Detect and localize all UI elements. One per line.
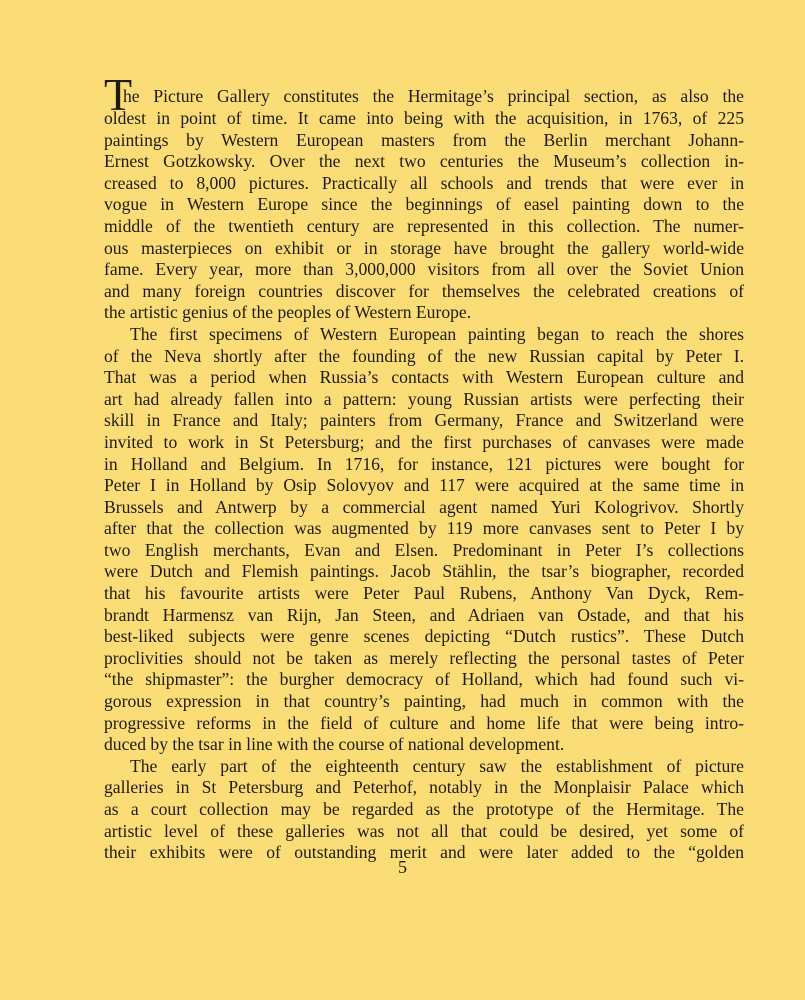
text-line: Brussels and Antwerp by a commercial agent named Yuri Kologrivov. Shortly [104, 496, 744, 517]
text-line: progressive reforms in the field of culture and home life that were being intro- [104, 712, 744, 733]
text-line: paintings by Western European masters from the Berlin merchant Johann- [104, 129, 744, 150]
text-line: the artistic genius of the peoples of Western Europe. [104, 302, 472, 323]
paragraph-start-line: The first specimens of Western European painting began to reach the shores [130, 323, 744, 344]
text-line: he Picture Gallery constitutes the Hermitage’s principal section, as also the [123, 86, 744, 106]
text-line: of the Neva shortly after the founding of the new Russian capital by Peter I. [104, 345, 744, 366]
text-line: vogue in Western Europe since the beginnings of easel painting down to the [104, 194, 744, 215]
text-line: were Dutch and Flemish paintings. Jacob Stählin, the tsar’s biographer, recorded [104, 561, 744, 582]
page-number: 5 [398, 857, 407, 877]
text-line: brandt Harmensz van Rijn, Jan Steen, and Adriaen van Ostade, and that his [104, 604, 744, 625]
text-line: that his favourite artists were Peter Paul Rubens, Anthony Van Dyck, Rem- [104, 583, 744, 604]
body-text [104, 69, 744, 864]
text-line: proclivities should not be taken as merely reflecting the personal tastes of Peter [104, 647, 744, 668]
text-line: two English merchants, Evan and Elsen. Predominant in Peter I’s collections [104, 539, 744, 560]
text-line: “the shipmaster”: the burgher democracy of Holland, which had found such vi- [104, 669, 744, 690]
text-line: galleries in St Petersburg and Peterhof, notably in the Monplaisir Palace which [104, 777, 744, 798]
drop-cap-letter: T [104, 69, 133, 120]
text-line: duced by the tsar in line with the course of national development. [104, 734, 565, 755]
text-line: That was a period when Russia’s contacts with Western European culture and [104, 367, 744, 388]
text-line: fame. Every year, more than 3,000,000 visitors from all over the Soviet Union [104, 259, 744, 280]
text-line: middle of the twentieth century are represented in this collection. The numer- [104, 215, 744, 236]
text-line: oldest in point of time. It came into being with the acquisition, in 1763, of 225 [104, 108, 744, 128]
text-line: Peter I in Holland by Osip Solovyov and 117 were acquired at the same time in [104, 475, 744, 496]
text-line: as a court collection may be regarded as the prototype of the Hermitage. The [104, 799, 744, 819]
text-line: art had already fallen into a pattern: young Russian artists were perfecting their [104, 388, 744, 409]
text-line: Ernest Gotzkowsky. Over the next two centuries the Museum’s collection in- [104, 151, 744, 172]
text-line: in Holland and Belgium. In 1716, for instance, 121 pictures were bought for [104, 453, 744, 474]
text-line: invited to work in St Petersburg; and the first purchases of canvases were made [104, 431, 744, 452]
text-line: their exhibits were of outstanding merit and were later added to the “golden [104, 842, 744, 863]
paragraph-start-line: The early part of the eighteenth century saw the establishment of picture [130, 755, 744, 776]
text-line: skill in France and Italy; painters from Germany, France and Switzerland were [104, 410, 744, 431]
text-line: best-liked subjects were genre scenes depicting “Dutch rustics”. These Dutch [104, 626, 744, 647]
text-line: ous masterpieces on exhibit or in storage have brought the gallery world-wide [104, 237, 744, 258]
text-line: artistic level of these galleries was not all that could be desired, yet some of [104, 820, 744, 841]
text-line: gorous expression in that country’s painting, had much in common with the [104, 691, 744, 712]
text-line: and many foreign countries discover for themselves the celebrated creations of [104, 280, 744, 301]
text-line: creased to 8,000 pictures. Practically all schools and trends that were ever in [104, 172, 744, 193]
text-line: after that the collection was augmented by 119 more canvases sent to Peter I by [104, 518, 744, 539]
